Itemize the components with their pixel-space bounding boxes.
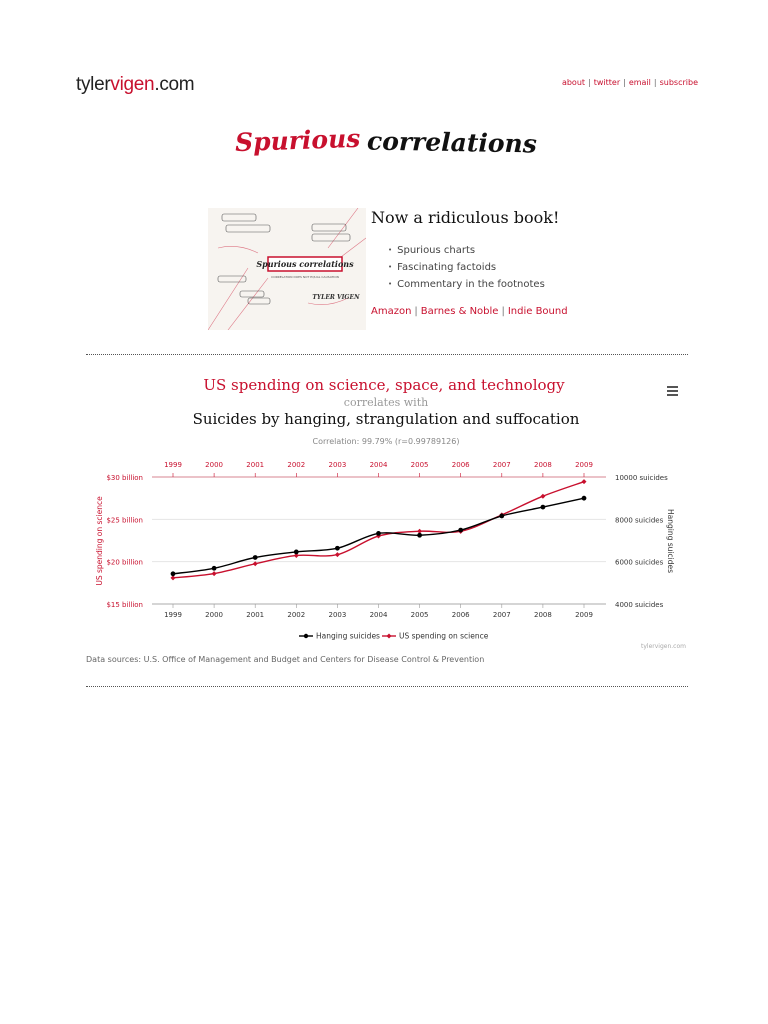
x-bottom-tick-label: 2003 — [328, 611, 347, 619]
y-right-tick-label: 4000 suicides — [615, 601, 664, 609]
book-feature-item: • Commentary in the footnotes — [388, 277, 545, 294]
y-left-tick-label: $15 billion — [106, 601, 143, 609]
x-top-tick-label: 2009 — [575, 461, 593, 469]
x-top-tick-label: 2007 — [492, 461, 511, 469]
x-bottom-tick-label: 1999 — [164, 611, 182, 619]
book-cover-image[interactable] — [208, 208, 366, 330]
amazon-link[interactable]: Amazon — [371, 306, 412, 317]
data-point-hanging-suicides — [253, 555, 258, 560]
book-features-list — [388, 243, 545, 294]
data-point-hanging-suicides — [294, 549, 299, 554]
x-bottom-tick-label: 2008 — [533, 611, 552, 619]
correlation-value: Correlation: 99.79% (r=0.99789126) — [312, 437, 460, 446]
y-left-tick-label: $25 billion — [106, 516, 143, 525]
site-banner — [233, 122, 543, 172]
y-left-tick-label: $20 billion — [106, 558, 143, 567]
data-point-hanging-suicides — [458, 528, 463, 533]
nav-subscribe-link[interactable]: subscribe — [659, 78, 698, 87]
data-point-hanging-suicides — [417, 533, 422, 538]
data-point-hanging-suicides — [582, 496, 587, 501]
correlates-with-label: correlates with — [343, 396, 429, 409]
x-top-tick-label: 2001 — [246, 461, 265, 469]
book-feature-item: • Fascinating factoids — [388, 260, 545, 277]
site-logo[interactable] — [76, 74, 194, 96]
chart-title-variable-2: Suicides by hanging, strangulation and suffocation — [192, 410, 580, 428]
banner-word-spurious: Spurious — [234, 123, 361, 158]
barnes-noble-link[interactable]: Barnes & Noble — [420, 306, 499, 317]
data-point-hanging-suicides — [171, 571, 176, 576]
book-cover-author: TYLER VIGEN — [312, 294, 360, 301]
logo-text-vigen: vigen — [110, 74, 155, 95]
book-cover-art — [208, 208, 366, 330]
y-right-axis-title: Hanging suicides — [666, 509, 675, 573]
data-point-hanging-suicides — [541, 505, 546, 510]
nav-about-link[interactable]: about — [561, 78, 586, 87]
y-right-tick-label: 8000 suicides — [615, 516, 664, 525]
nav-email-link[interactable]: email — [628, 78, 651, 87]
x-top-tick-label: 2006 — [451, 461, 470, 469]
x-top-tick-label: 2000 — [205, 461, 224, 469]
data-point-hanging-suicides — [212, 566, 217, 571]
data-sources: Data sources: U.S. Office of Management and Budget and Centers for Disease Control & Prevention — [86, 655, 485, 664]
indie-bound-link[interactable]: Indie Bound — [507, 306, 568, 317]
x-top-tick-label: 1999 — [164, 461, 182, 469]
x-bottom-tick-label: 2004 — [369, 611, 388, 619]
banner-word-correlations: correlations — [366, 126, 538, 159]
legend-marker-us-spending-on-science — [387, 634, 392, 639]
x-top-tick-label: 2003 — [328, 461, 347, 469]
x-top-tick-label: 2002 — [287, 461, 306, 469]
data-point-us-spending-on-science — [212, 571, 217, 576]
correlation-chart — [86, 450, 686, 650]
book-cover-title: Spurious correlations — [256, 259, 354, 269]
legend-label-hanging-suicides: Hanging suicides — [316, 631, 380, 641]
data-point-us-spending-on-science — [582, 479, 587, 484]
section-divider — [86, 354, 688, 355]
x-bottom-tick-label: 2001 — [246, 611, 265, 619]
data-point-hanging-suicides — [335, 546, 340, 551]
x-top-tick-label: 2008 — [533, 461, 552, 469]
chart-menu-icon[interactable] — [667, 386, 678, 398]
x-bottom-tick-label: 2002 — [287, 611, 306, 619]
y-left-axis-title: US spending on science — [95, 496, 104, 586]
top-nav: about | twitter | email | subscribe — [561, 78, 698, 87]
nav-twitter-link[interactable]: twitter — [593, 78, 621, 87]
x-bottom-tick-label: 2009 — [575, 611, 593, 619]
data-point-hanging-suicides — [499, 514, 504, 519]
data-point-us-spending-on-science — [540, 494, 545, 499]
book-store-links: Amazon | Barnes & Noble | Indie Bound — [371, 306, 568, 317]
section-divider — [86, 686, 688, 687]
legend-marker-hanging-suicides — [304, 634, 308, 638]
x-top-tick-label: 2005 — [410, 461, 429, 469]
x-top-tick-label: 2004 — [369, 461, 388, 469]
y-right-tick-label: 10000 suicides — [615, 474, 668, 482]
data-point-us-spending-on-science — [335, 552, 340, 557]
legend-label-us-spending-on-science: US spending on science — [399, 631, 489, 641]
book-feature-item: • Spurious charts — [388, 243, 545, 260]
chart-title-variable-1: US spending on science, space, and technology — [203, 376, 565, 394]
x-bottom-tick-label: 2000 — [205, 611, 224, 619]
logo-text-tyler: tyler — [76, 74, 111, 95]
book-cover-subtitle: CORRELATION DOES NOT EQUAL CAUSATION — [271, 275, 339, 279]
book-promo-title: Now a ridiculous book! — [371, 208, 560, 227]
logo-text-com: .com — [154, 74, 195, 95]
data-point-hanging-suicides — [376, 531, 381, 536]
x-bottom-tick-label: 2007 — [492, 611, 511, 619]
y-left-tick-label: $30 billion — [106, 474, 143, 482]
y-right-tick-label: 6000 suicides — [615, 558, 664, 567]
x-bottom-tick-label: 2005 — [410, 611, 429, 619]
x-bottom-tick-label: 2006 — [451, 611, 470, 619]
chart-credit: tylervigen.com — [641, 643, 686, 650]
